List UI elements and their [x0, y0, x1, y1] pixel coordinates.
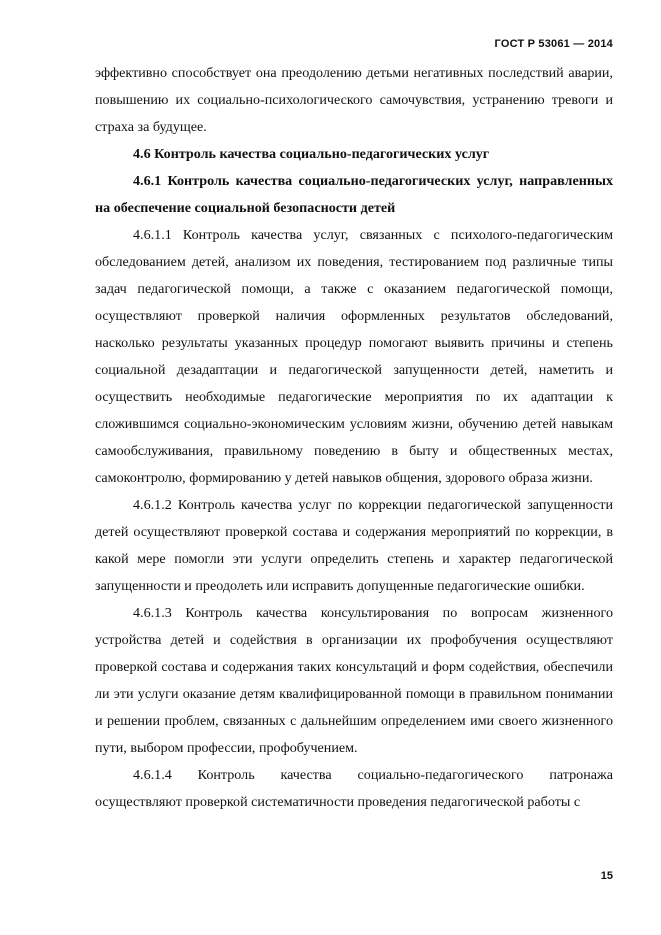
clause-4-6-1-3: 4.6.1.3 Контроль качества консультирования по вопросам жизненного устройства детей и содействия в организации их профобучения осуществляют проверкой состава и содержания таких консультаций и форм содействия, обеспечили ли эти услуги оказание детям квалифицированной помощи в правильном понимании и решении проблем, связанных с дальнейшим определением ими своего жизненного пути, выбором профессии, профобучением.	[95, 605, 613, 756]
clause-4-6-1-4: 4.6.1.4 Контроль качества социально-педагогического патронажа осуществляют проверкой систематичности проведения педагогической работы с	[95, 767, 613, 810]
section-heading-4-6: 4.6 Контроль качества социально-педагогических услуг	[133, 146, 490, 162]
page-number: 15	[600, 870, 613, 882]
standard-header: ГОСТ Р 53061 — 2014	[494, 38, 613, 50]
clause-4-6-1-1: 4.6.1.1 Контроль качества услуг, связанных с психолого-педагогическим обследованием детей, анализом их поведения, тестированием под различные типы задач педагогической помощи, а также с оказанием педагогической помощи, осуществляют проверкой наличия оформленных результатов обследований, насколько результаты указанных процедур помогают выявить причины и степень социальной дезадаптации и педагогической запущенности детей, наметить и осуществить необходимые педагогические мероприятия по их адаптации к сложившимся социально-экономическим условиям жизни, обучению детей навыкам самообслуживания, правильному поведению в быту и общественных местах, самоконтролю, формированию у детей навыков общения, здорового образа жизни.	[95, 227, 613, 486]
body-text	[95, 60, 613, 816]
subsection-heading-4-6-1: 4.6.1 Контроль качества социально-педагогических услуг, направленных на обеспечение социальной безопасности детей	[95, 173, 613, 216]
clause-4-6-1-2: 4.6.1.2 Контроль качества услуг по коррекции педагогической запущенности детей осуществляют проверкой состава и содержания мероприятий по коррекции, в какой мере помогли эти услуги определить степень и характер педагогической запущенности и преодолеть или исправить допущенные педагогические ошибки.	[95, 497, 613, 594]
paragraph-continuation: эффективно способствует она преодолению детьми негативных последствий аварии, повышению их социально-психологического самочувствия, устранению тревоги и страха за будущее.	[95, 65, 613, 135]
